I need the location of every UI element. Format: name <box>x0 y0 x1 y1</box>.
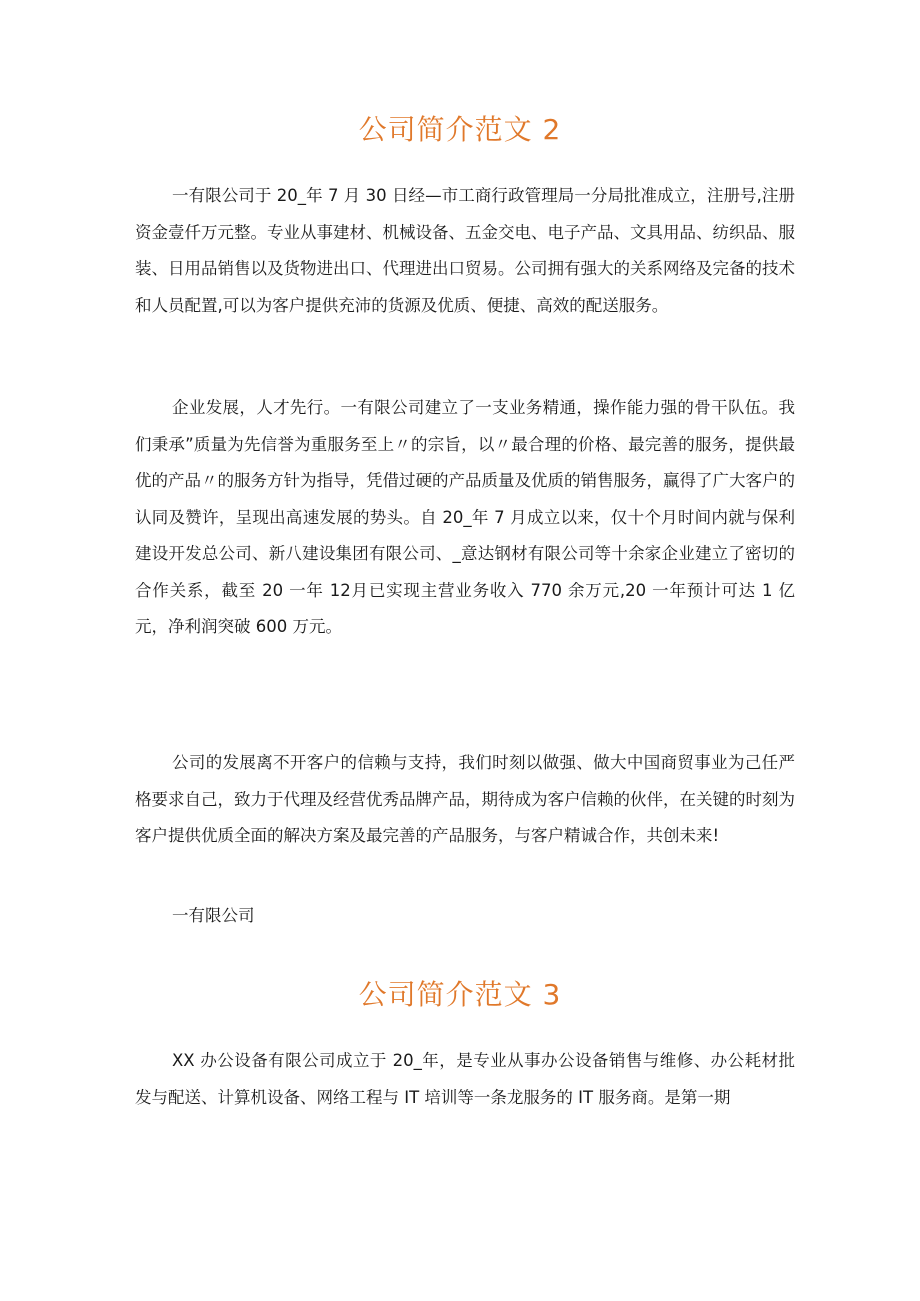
section-2-paragraph-2: 企业发展，人才先行。一有限公司建立了一支业务精通，操作能力强的骨干队伍。我们秉承”质量为先信誉为重服务至上〃的宗旨，以〃最合理的价格、最完善的服务，提供最优的产品〃的服务方针为指导，凭借过硬的产品质量及优质的销售服务，赢得了广大客户的认同及赞许，呈现出高速发展的势头。自 20_年 7 月成立以来，仅十个月时间内就与保利建设开发总公司、新八建设集团有限公司、_意达钢材有限公司等十余家企业建立了密切的合作关系，截至 20 一年 12月已实现主营业务收入 770 余万元,20 一年预计可达 1 亿元，净利润突破 600 万元。 <box>135 398 795 636</box>
section-2-paragraph-3: 公司的发展离不开客户的信赖与支持，我们时刻以做强、做大中国商贸事业为己任严格要求自己，致力于代理及经营优秀品牌产品，期待成为客户信赖的伙伴，在关键的时刻为客户提供优质全面的解决方案及最完善的产品服务，与客户精诚合作，共创未来! <box>135 753 795 845</box>
section-3-paragraph-1: XX 办公设备有限公司成立于 20_年，是专业从事办公设备销售与维修、办公耗材批发与配送、计算机设备、网络工程与 IT 培训等一条龙服务的 IT 服务商。是第一期 <box>135 1051 795 1107</box>
section-2-signature: 一有限公司 <box>172 906 255 925</box>
section-3-title: 公司简介范文 3 <box>358 978 562 1011</box>
section-2-title: 公司简介范文 2 <box>358 113 562 146</box>
section-2-paragraph-1: 一有限公司于 20_年 7 月 30 日经—市工商行政管理局一分局批准成立，注册号,注册资金壹仟万元整。专业从事建材、机械设备、五金交电、电子产品、文具用品、纺织品、服装、日用品销售以及货物进出口、代理进出口贸易。公司拥有强大的关系网络及完备的技术和人员配置,可以为客户提供充沛的货源及优质、便捷、高效的配送服务。 <box>135 186 795 315</box>
